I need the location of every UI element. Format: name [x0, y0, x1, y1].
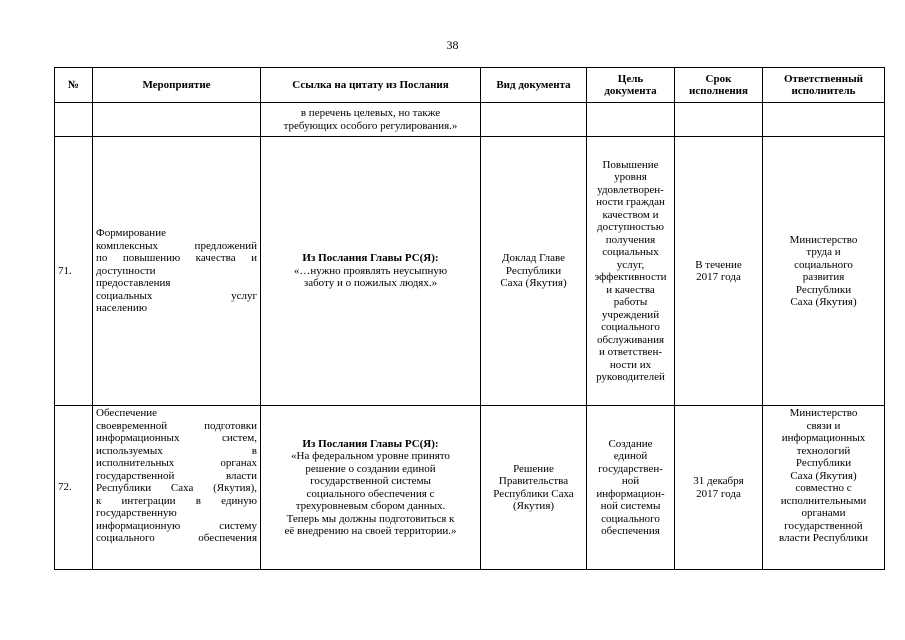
row71-quote-line: «…нужно проявлять неусыпную [293, 264, 448, 277]
row71-responsible-line: социального [794, 258, 853, 271]
row72-event-line: информационных систем, [96, 432, 257, 444]
cont-deadline-cell [675, 103, 763, 137]
row72-goal-line: социального [601, 512, 660, 525]
row72-doc-type [481, 406, 587, 570]
header-event: Мероприятие [93, 68, 261, 103]
row72-event-line: к интеграции в единую [96, 494, 257, 507]
row72-responsible-line: информационных [781, 432, 866, 444]
row72-responsible-line: Республики [795, 457, 852, 469]
row71-goal-line: уровня [614, 171, 647, 183]
table-row-71 [55, 137, 885, 406]
row72-doc-line: (Якутия) [512, 500, 555, 512]
header-responsible [763, 68, 885, 103]
row71-quote-line: заботу и о пожилых людях.» [303, 277, 438, 290]
row72-goal-line: единой [613, 450, 648, 462]
row71-doc-type [481, 137, 587, 406]
row72-quote-title: Из Послания Главы РС(Я): [302, 437, 439, 450]
header-row [55, 68, 885, 103]
row72-goal-line: обеспечения [601, 525, 660, 537]
header-deadline-line: исполнения [689, 85, 748, 97]
header-goal-line: Цель [617, 72, 644, 85]
row72-event-line: используемых в [96, 444, 257, 457]
header-deadline [675, 68, 763, 103]
row72-goal-line: информацион- [596, 487, 665, 500]
row71-deadline-line: 2017 года [696, 271, 741, 283]
row71-responsible-line: Саха (Якутия) [790, 296, 857, 308]
row72-event-line: государственную [96, 507, 177, 519]
row72-quote-line: её внедрению на своей территории.» [284, 525, 457, 537]
row72-quote-line: государственной системы [310, 475, 431, 487]
row71-event-line: социальных услуг [96, 289, 257, 302]
row71-goal-line: и качества [606, 283, 655, 296]
row72-goal [587, 406, 675, 570]
row71-goal-line: эффективности [594, 271, 667, 283]
row71-goal-line: социальных [602, 246, 659, 258]
row71-event-line: доступности [96, 264, 156, 277]
table-row-72 [55, 406, 885, 570]
row71-quote [261, 137, 481, 406]
row72-event-line: социального обеспечения [96, 532, 257, 544]
header-goal-line: документа [604, 85, 657, 97]
row72-goal-line: государствен- [598, 462, 663, 475]
row72-responsible-line: государственной [784, 519, 863, 532]
header-responsible-line: исполнитель [791, 85, 856, 97]
row71-responsible-line: Министерство [789, 233, 858, 246]
row72-event-line: исполнительных органах [96, 457, 257, 469]
row71-responsible-line: труда и [806, 246, 841, 258]
header-num: № [55, 68, 93, 103]
row71-num: 71. [55, 137, 93, 406]
row71-responsible-line: развития [802, 271, 845, 283]
row72-doc-line: Правительства [498, 475, 569, 487]
row71-goal-line: обслуживания [596, 333, 665, 346]
row71-event [93, 137, 261, 406]
row72-quote-line: трехуровневым сбором данных. [295, 500, 446, 512]
cont-event-cell [93, 103, 261, 137]
measures-table [54, 67, 885, 570]
row72-goal-line: Создание [608, 437, 653, 450]
row71-responsible-line: Республики [795, 283, 852, 296]
row72-event-line: своевременной подготовки [96, 419, 257, 432]
cont-quote-line: в перечень целевых, но также [300, 107, 441, 119]
table-row-continuation [55, 103, 885, 137]
row72-deadline [675, 406, 763, 570]
row72-quote-line: Теперь мы должны подготовиться к [286, 512, 455, 525]
row71-goal-line: доступностью [597, 221, 664, 233]
row72-goal-line: ной системы [600, 500, 661, 512]
row71-event-line: населению [96, 302, 148, 315]
row71-doc-line: Саха (Якутия) [500, 277, 567, 290]
row72-responsible-line: исполнительными [780, 494, 867, 507]
row71-deadline-line: В течение [695, 258, 742, 271]
row72-quote-line: решение о создании единой [305, 462, 436, 475]
cont-responsible-cell [763, 103, 885, 137]
row72-responsible-line: Саха (Якутия) [790, 469, 857, 482]
row71-goal-line: удовлетворен- [597, 183, 664, 196]
row72-event [93, 406, 261, 570]
row72-responsible-line: технологий [796, 444, 851, 457]
cont-goal-cell [587, 103, 675, 137]
row72-event-line: государственной власти [96, 469, 257, 482]
header-doc-type: Вид документа [481, 68, 587, 103]
row72-responsible-line: органами [801, 507, 846, 519]
row72-num: 72. [55, 406, 93, 570]
row71-event-line: комплексных предложений [96, 239, 257, 252]
row72-event-line: информационную систему [96, 519, 257, 532]
row71-quote-title: Из Послания Главы РС(Я): [302, 252, 439, 265]
header-responsible-line: Ответственный [783, 72, 864, 85]
row72-doc-line: Республики Саха [493, 487, 574, 500]
row71-goal-line: ности их [609, 358, 652, 371]
row71-event-line: предоставления [96, 277, 171, 290]
cont-quote-cell [261, 103, 481, 137]
row72-doc-line: Решение [513, 462, 554, 475]
row72-deadline-line: 31 декабря [693, 475, 744, 487]
row71-goal-line: ности граждан [596, 196, 665, 208]
row71-event-line: по повышению качества и [96, 252, 257, 265]
cont-doc-cell [481, 103, 587, 137]
row71-goal-line: руководителей [596, 371, 665, 383]
row72-quote-line: социального обеспечения с [306, 487, 435, 500]
row71-goal-line: Повышение [602, 158, 659, 171]
header-goal [587, 68, 675, 103]
header-quote: Ссылка на цитату из Послания [261, 68, 481, 103]
row71-goal-line: работы [613, 296, 648, 308]
row71-goal-line: и ответствен- [598, 346, 662, 358]
row71-doc-line: Республики [505, 264, 562, 277]
row71-goal [587, 137, 675, 406]
row71-goal-line: учреждений [601, 308, 660, 321]
row71-goal-line: качеством и [602, 208, 659, 221]
row71-goal-line: услуг, [616, 258, 645, 271]
page-number: 38 [446, 38, 459, 52]
row72-deadline-line: 2017 года [696, 487, 741, 500]
row71-deadline [675, 137, 763, 406]
row72-responsible-line: Министерство [789, 407, 858, 419]
row71-event-line: Формирование [96, 227, 166, 240]
row71-responsible [763, 137, 885, 406]
row71-goal-line: социального [601, 321, 660, 333]
row72-quote-line: «На федеральном уровне принято [291, 450, 450, 462]
row71-goal-line: получения [605, 233, 656, 246]
header-deadline-line: Срок [705, 72, 732, 85]
cont-quote-line: требующих особого регулирования.» [283, 119, 458, 132]
row72-event-line: Обеспечение [96, 407, 157, 419]
row72-responsible [763, 406, 885, 570]
cont-num-cell [55, 103, 93, 137]
row72-responsible-line: совместно с [795, 482, 852, 494]
row72-responsible-line: власти Республики [779, 532, 868, 544]
row72-event-line: Республики Саха (Якутия), [96, 482, 257, 494]
row72-goal-line: ной [621, 475, 640, 487]
row72-responsible-line: связи и [806, 419, 841, 432]
row71-doc-line: Доклад Главе [502, 252, 565, 265]
row72-quote [261, 406, 481, 570]
